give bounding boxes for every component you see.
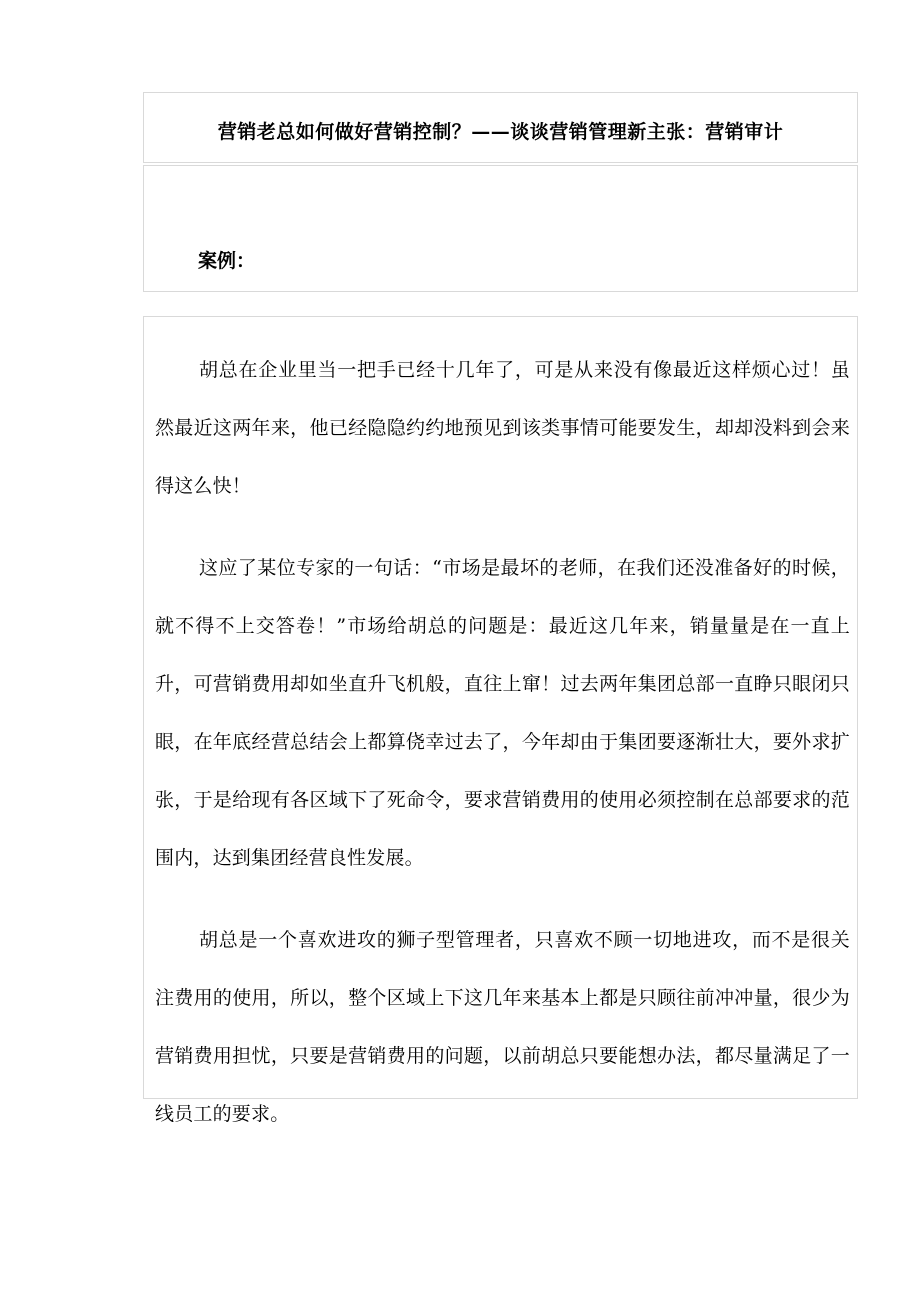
case-label: 案例： <box>198 250 256 272</box>
body-panel <box>143 316 858 1125</box>
title-panel <box>143 92 858 163</box>
case-panel <box>143 165 858 292</box>
paragraph: 胡总在企业里当一把手已经十几年了，可是从来没有像最近这样烦心过！虽然最近这两年来，他已经隐隐约约地预见到该类事情可能要发生，却却没料到会来得这么快！ <box>155 359 850 497</box>
paragraph-list <box>155 341 870 1167</box>
paragraph: 胡总是一个喜欢进攻的狮子型管理者，只喜欢不顾一切地进攻，而不是很关注费用的使用，所以，整个区域上下这几年来基本上都是只顾往前冲冲量，很少为营销费用担忧，只要是营销费用的问题，以前胡总只要能想办法，都尽量满足了一线员工的要求。 <box>155 929 850 1125</box>
document-title: 营销老总如何做好营销控制？——谈谈营销管理新主张：营销审计 <box>217 121 784 143</box>
paragraph: 这应了某位专家的一句话：“市场是最坏的老师，在我们还没准备好的时候，就不得不上交答卷！”市场给胡总的问题是：最近这几年来，销量量是在一直上升，可营销费用却如坐直升飞机般，直往上窜！过去两年集团总部一直睁只眼闭只眼，在年底经营总结会上都算侥幸过去了，今年却由于集团要逐渐壮大，要外求扩张，于是给现有各区域下了死命令，要求营销费用的使用必须控制在总部要求的范围内，达到集团经营良性发展。 <box>155 557 850 869</box>
